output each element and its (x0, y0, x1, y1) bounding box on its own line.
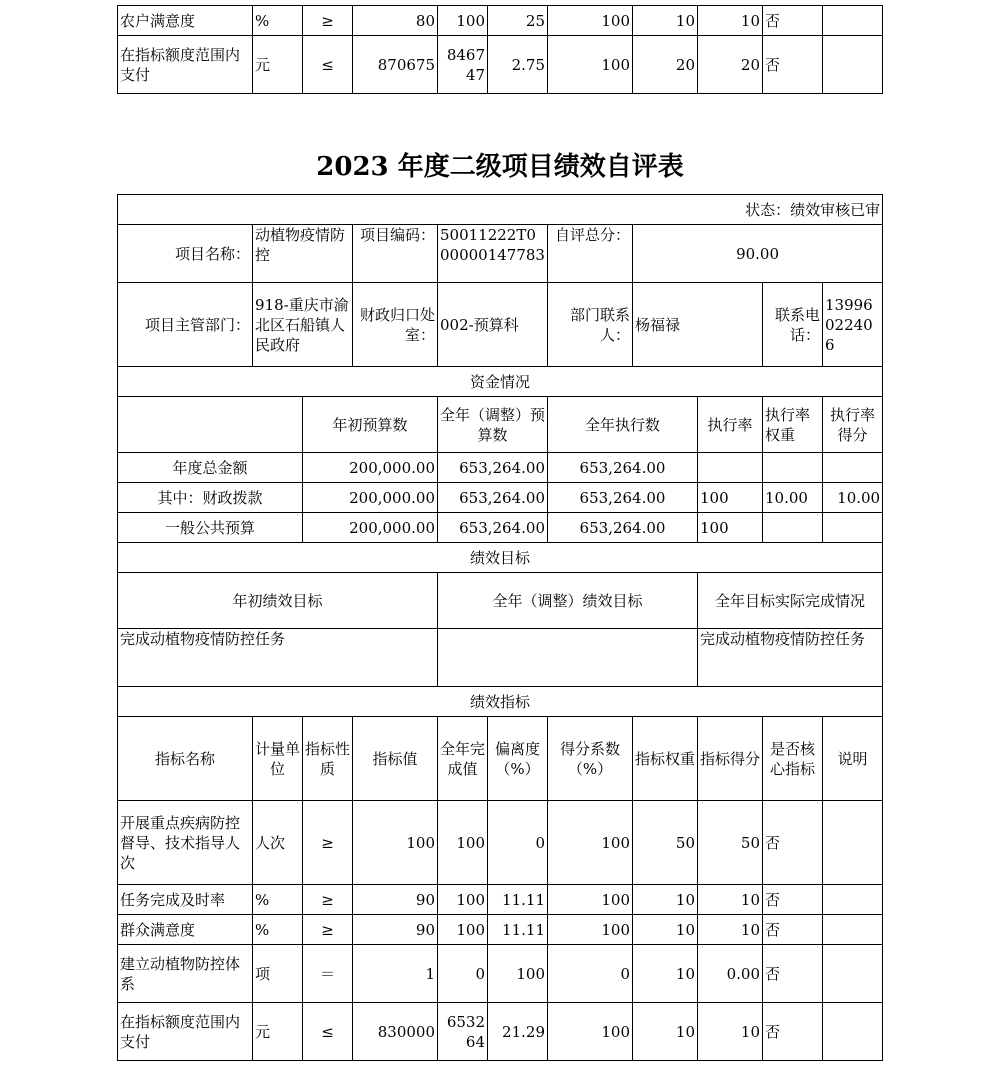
goals-header: 年初绩效目标 (118, 573, 438, 629)
indicator-note (823, 1003, 883, 1061)
indicator-core: 否 (763, 801, 823, 885)
indicator-actual: 100 (438, 801, 488, 885)
project-code: 50011222T000000147783 (438, 225, 548, 283)
project-code-label: 项目编码： (353, 225, 438, 283)
phone-label: 联系电话： (763, 283, 823, 367)
indicator-actual: 846747 (438, 36, 488, 94)
indicator-name: 开展重点疾病防控督导、技术指导人次 (118, 801, 253, 885)
indicator-value: 870675 (353, 36, 438, 94)
indicator-header: 指标性质 (303, 717, 353, 801)
indicator-actual: 100 (438, 885, 488, 915)
indicator-weight: 20 (633, 36, 698, 94)
indicator-value: 1 (353, 945, 438, 1003)
funds-header: 全年执行数 (548, 397, 698, 453)
funds-cell (823, 453, 883, 483)
page-title: 2023 年度二级项目绩效自评表 (316, 152, 684, 182)
table-row (118, 483, 883, 513)
table-row (118, 801, 883, 885)
indicator-weight: 10 (633, 885, 698, 915)
indicator-unit: 元 (253, 36, 303, 94)
goals-header: 全年目标实际完成情况 (698, 573, 883, 629)
indicator-weight: 10 (633, 915, 698, 945)
indicator-nature: ≥ (303, 915, 353, 945)
table-row (118, 945, 883, 1003)
indicator-note (823, 6, 883, 36)
indicator-value: 90 (353, 885, 438, 915)
indicator-weight: 10 (633, 1003, 698, 1061)
table-row (118, 1003, 883, 1061)
indicator-unit: 项 (253, 945, 303, 1003)
indicator-value: 830000 (353, 1003, 438, 1061)
indicator-nature: ≥ (303, 885, 353, 915)
indicator-weight: 10 (633, 945, 698, 1003)
table-row (118, 453, 883, 483)
funds-header: 年初预算数 (303, 397, 438, 453)
funds-row-label: 年度总金额 (118, 453, 303, 483)
indicator-core: 否 (763, 6, 823, 36)
indicator-header: 全年完成值 (438, 717, 488, 801)
goal-adjusted (438, 629, 698, 687)
funds-header: 执行率权重 (763, 397, 823, 453)
indicator-note (823, 945, 883, 1003)
indicator-header: 得分系数（%） (548, 717, 633, 801)
indicator-deviation: 25 (488, 6, 548, 36)
indicator-core: 否 (763, 885, 823, 915)
funds-cell: 200,000.00 (303, 483, 438, 513)
indicator-nature: ≤ (303, 1003, 353, 1061)
funds-cell: 653,264.00 (548, 453, 698, 483)
indicator-value: 100 (353, 801, 438, 885)
indicator-actual: 0 (438, 945, 488, 1003)
indicator-header: 指标名称 (118, 717, 253, 801)
indicator-name: 群众满意度 (118, 915, 253, 945)
funds-cell: 200,000.00 (303, 453, 438, 483)
phone-value: 13996022406 (823, 283, 883, 367)
table-row (118, 513, 883, 543)
funds-row-label: 其中：财政拨款 (118, 483, 303, 513)
indicator-value: 90 (353, 915, 438, 945)
indicator-note (823, 801, 883, 885)
indicator-name: 任务完成及时率 (118, 885, 253, 915)
indicator-name: 在指标额度范围内支付 (118, 1003, 253, 1061)
table-row (118, 885, 883, 915)
indicator-coefficient: 100 (548, 36, 633, 94)
indicator-name: 建立动植物防控体系 (118, 945, 253, 1003)
indicator-score: 0.00 (698, 945, 763, 1003)
indicator-core: 否 (763, 945, 823, 1003)
indicator-actual: 100 (438, 6, 488, 36)
project-name: 动植物疫情防控 (253, 225, 353, 283)
indicator-core: 否 (763, 915, 823, 945)
funds-header: 执行率 (698, 397, 763, 453)
indicator-note (823, 885, 883, 915)
funds-cell (823, 513, 883, 543)
indicator-deviation: 2.75 (488, 36, 548, 94)
indicator-nature: ≤ (303, 36, 353, 94)
indicator-deviation: 0 (488, 801, 548, 885)
goals-header: 全年（调整）绩效目标 (438, 573, 698, 629)
funds-cell: 10.00 (763, 483, 823, 513)
indicator-unit: 人次 (253, 801, 303, 885)
table-row (118, 36, 883, 94)
indicator-deviation: 100 (488, 945, 548, 1003)
funds-header: 执行率得分 (823, 397, 883, 453)
funds-section-title: 资金情况 (118, 367, 883, 397)
funds-row-label: 一般公共预算 (118, 513, 303, 543)
indicator-header: 指标值 (353, 717, 438, 801)
indicator-score: 10 (698, 6, 763, 36)
indicator-deviation: 11.11 (488, 885, 548, 915)
indicator-score: 10 (698, 885, 763, 915)
funds-cell: 100 (698, 513, 763, 543)
goal-actual: 完成动植物疫情防控任务 (698, 629, 883, 687)
indicator-header: 偏离度（%） (488, 717, 548, 801)
funds-cell: 653,264.00 (438, 453, 548, 483)
indicator-weight: 50 (633, 801, 698, 885)
indicator-unit: % (253, 885, 303, 915)
funds-cell: 200,000.00 (303, 513, 438, 543)
contact-value: 杨福禄 (633, 283, 763, 367)
finance-value: 002-预算科 (438, 283, 548, 367)
dept-value: 918-重庆市渝北区石船镇人民政府 (253, 283, 353, 367)
indicator-header: 是否核心指标 (763, 717, 823, 801)
indicator-unit: % (253, 6, 303, 36)
funds-cell: 653,264.00 (548, 483, 698, 513)
indicator-header: 指标得分 (698, 717, 763, 801)
funds-cell: 10.00 (823, 483, 883, 513)
funds-cell (763, 453, 823, 483)
indicator-unit: 元 (253, 1003, 303, 1061)
funds-cell: 653,264.00 (438, 483, 548, 513)
indicator-header: 说明 (823, 717, 883, 801)
previous-indicator-table (117, 5, 883, 94)
funds-cell (763, 513, 823, 543)
indicator-coefficient: 100 (548, 885, 633, 915)
indicator-score: 20 (698, 36, 763, 94)
indicator-weight: 10 (633, 6, 698, 36)
indicator-header: 计量单位 (253, 717, 303, 801)
indicator-unit: % (253, 915, 303, 945)
indicator-deviation: 21.29 (488, 1003, 548, 1061)
indicator-core: 否 (763, 36, 823, 94)
indicator-coefficient: 100 (548, 801, 633, 885)
indicator-coefficient: 100 (548, 6, 633, 36)
indicator-actual: 100 (438, 915, 488, 945)
indicator-score: 10 (698, 915, 763, 945)
indicator-deviation: 11.11 (488, 915, 548, 945)
score-label: 自评总分： (548, 225, 633, 283)
indicator-coefficient: 0 (548, 945, 633, 1003)
indicator-score: 50 (698, 801, 763, 885)
goals-section-title: 绩效目标 (118, 543, 883, 573)
funds-cell (698, 453, 763, 483)
indicator-nature: ≥ (303, 6, 353, 36)
indicator-name: 在指标额度范围内支付 (118, 36, 253, 94)
finance-label: 财政归口处室： (353, 283, 438, 367)
total-score: 90.00 (633, 225, 883, 283)
indicator-nature: ＝ (303, 945, 353, 1003)
indicator-nature: ≥ (303, 801, 353, 885)
contact-label: 部门联系人： (548, 283, 633, 367)
indicator-core: 否 (763, 1003, 823, 1061)
indicator-coefficient: 100 (548, 1003, 633, 1061)
goal-initial: 完成动植物疫情防控任务 (118, 629, 438, 687)
status-text: 状态：绩效审核已审 (118, 195, 883, 225)
funds-header: 全年（调整）预算数 (438, 397, 548, 453)
table-row (118, 915, 883, 945)
funds-header-blank (118, 397, 303, 453)
funds-cell: 100 (698, 483, 763, 513)
indicator-actual: 653264 (438, 1003, 488, 1061)
project-name-label: 项目名称： (118, 225, 253, 283)
indicator-score: 10 (698, 1003, 763, 1061)
funds-cell: 653,264.00 (548, 513, 698, 543)
funds-cell: 653,264.00 (438, 513, 548, 543)
evaluation-table (117, 194, 883, 1061)
indicator-note (823, 36, 883, 94)
indicator-coefficient: 100 (548, 915, 633, 945)
dept-label: 项目主管部门： (118, 283, 253, 367)
indicator-name: 农户满意度 (118, 6, 253, 36)
indicators-section-title: 绩效指标 (118, 687, 883, 717)
indicator-note (823, 915, 883, 945)
table-row (118, 6, 883, 36)
indicator-header: 指标权重 (633, 717, 698, 801)
indicator-value: 80 (353, 6, 438, 36)
